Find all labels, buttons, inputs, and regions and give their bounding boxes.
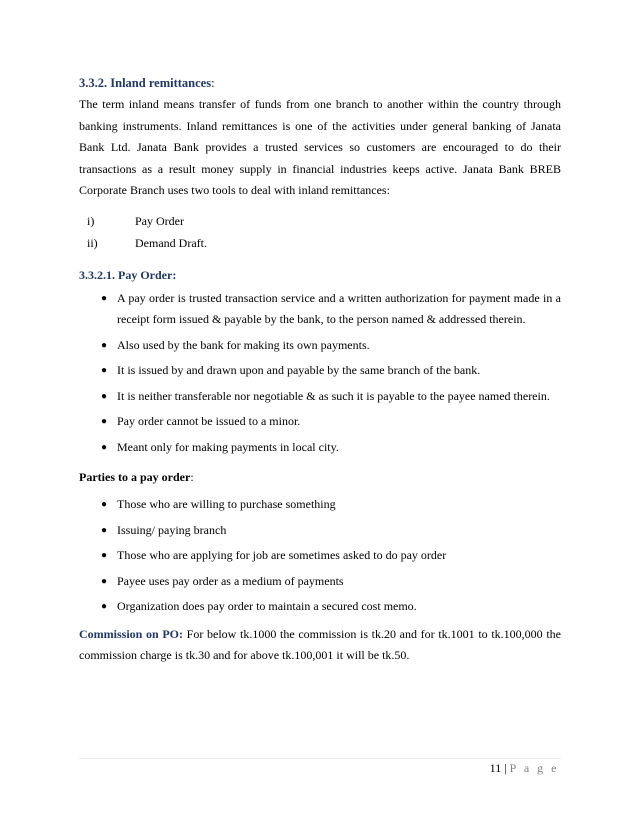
bullet-icon: ● (101, 365, 108, 376)
tools-list-label: Pay Order (135, 213, 184, 228)
page-separator: | (501, 761, 510, 775)
list-item (79, 288, 561, 331)
list-item-text: Those who are applying for job are sometimes asked to do pay order (117, 548, 447, 562)
list-item (79, 335, 561, 357)
page-content (79, 72, 561, 679)
section-heading-text: 3.3.2. Inland remittances (79, 76, 212, 90)
page-word: P a g e (509, 761, 559, 775)
list-item-text: A pay order is trusted transaction service and a written authorization for payment made in a receipt form issued & payable by the bank, to the person named & addressed therein. (117, 290, 561, 326)
bullet-icon: ● (101, 292, 108, 304)
parties-bullets (79, 494, 561, 618)
list-item-text: Issuing/ paying branch (117, 522, 227, 537)
section-heading (79, 72, 561, 94)
list-item (79, 571, 561, 593)
parties-heading (79, 466, 561, 488)
list-item (79, 545, 561, 567)
list-item (79, 520, 561, 542)
tools-list (79, 210, 561, 254)
section-heading-colon: : (211, 76, 215, 90)
commission-paragraph (79, 624, 561, 667)
bullet-icon: ● (101, 575, 108, 587)
tools-list-number: ii) (87, 235, 98, 250)
bullet-icon: ● (101, 524, 108, 536)
list-item (79, 437, 561, 459)
intro-paragraph: The term inland means transfer of funds from one branch to another within the country through banking instruments. Inland remittances is one of the activities under general banking of Janata Bank Ltd. Janata Bank provides a trusted services so customers are encouraged to do their transactions as a result money supply in financial industries keeps active. Janata Bank BREB Corporate Branch uses two tools to deal with inland remittances: (79, 97, 561, 197)
list-item (79, 386, 561, 408)
list-item (79, 360, 561, 382)
bullet-icon: ● (101, 601, 108, 612)
list-item-text: Meant only for making payments in local city. (117, 439, 339, 454)
page-number: 11 (489, 761, 502, 775)
bullet-icon: ● (101, 390, 108, 402)
commission-text: For below tk.1000 the commission is tk.20 and for tk.1001 to tk.100,000 the commission charge is tk.30 and for above tk.100,001 it will be tk.50. (79, 626, 561, 662)
list-item (79, 411, 561, 433)
list-item (79, 494, 561, 516)
parties-heading-colon: : (190, 470, 194, 484)
parties-heading-text: Parties to a pay order (79, 470, 191, 484)
tools-list-label: Demand Draft. (135, 235, 207, 250)
pay-order-heading: 3.3.2.1. Pay Order: (79, 267, 177, 282)
pay-order-bullets (79, 288, 561, 459)
list-item-text: Those who are willing to purchase something (117, 497, 336, 511)
list-item-text: Pay order cannot be issued to a minor. (117, 414, 301, 428)
bullet-icon: ● (101, 499, 108, 510)
list-item-text: Also used by the bank for making its own payments. (117, 337, 370, 352)
footer-divider (79, 758, 561, 759)
bullet-icon: ● (101, 550, 108, 561)
tools-list-number: i) (87, 213, 95, 228)
page-footer (490, 760, 559, 776)
commission-label: Commission on PO: (79, 626, 184, 641)
list-item-text: Payee uses pay order as a medium of payments (117, 573, 344, 588)
bullet-icon: ● (101, 441, 108, 453)
list-item (79, 596, 561, 618)
bullet-icon: ● (101, 416, 108, 427)
tools-list-item (79, 232, 561, 254)
list-item-text: It is issued by and drawn upon and payable by the same branch of the bank. (117, 363, 481, 377)
tools-list-item (79, 210, 561, 232)
list-item-text: It is neither transferable nor negotiable & as such it is payable to the payee named therein. (117, 388, 550, 403)
list-item-text: Organization does pay order to maintain a secured cost memo. (117, 599, 417, 613)
bullet-icon: ● (101, 339, 108, 351)
